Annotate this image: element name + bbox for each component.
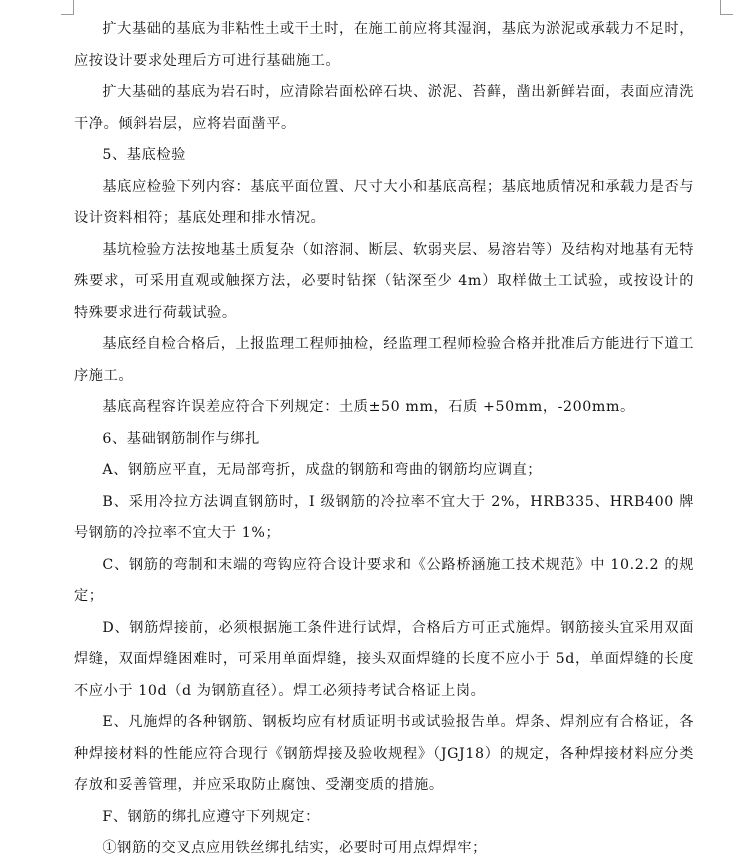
sub-item-1: ①钢筋的交叉点应用铁丝绑扎结实，必要时可用点焊焊牢； — [102, 840, 487, 856]
list-item-e: E、凡施焊的各种钢筋、钢板均应有材质证明书或试验报告单。焊条、焊剂应有合格证，各种焊接材料的性能应符合现行《钢筋焊接及验收规程》（JGJ18）的规定，各种焊接材料应分类存放和妥善管理，并应采取防止腐蚀、受潮变质的措施。 — [74, 714, 694, 793]
heading-base-inspection: 5、基底检验 — [102, 147, 186, 163]
document-body — [74, 14, 694, 865]
paragraph-inspection-method: 基坑检验方法按地基土质复杂（如溶洞、断层、软弱夹层、易溶岩等）及结构对地基有无特殊要求，可采用直观或触探方法，必要时钻探（钻深至少 4m）取样做土工试验，或按设计的特殊要求进行荷载试验。 — [74, 241, 694, 321]
list-item-c: C、钢筋的弯制和末端的弯钩应符合设计要求和《公路桥涵施工技术规范》中 10.2.2 的规定； — [74, 556, 694, 604]
list-item-d: D、钢筋焊接前，必须根据施工条件进行试焊，合格后方可正式施焊。钢筋接头宜采用双面焊缝，双面焊缝困难时，可采用单面焊缝，接头双面焊缝的长度不应小于 5d，单面焊缝的长度不应小于 10d（d 为钢筋直径）。焊工必须持考试合格证上岗。 — [74, 619, 694, 699]
page-corner-mark-top-left — [61, 0, 74, 15]
heading-rebar-fabrication: 6、基础钢筋制作与绑扎 — [102, 430, 260, 447]
paragraph-base-wetting: 扩大基础的基底为非粘性土或干土时，在施工前应将其湿润，基底为淤泥或承载力不足时，应按设计要求处理后方可进行基础施工。 — [74, 21, 694, 69]
paragraph-inspection-content: 基底应检验下列内容：基底平面位置、尺寸大小和基底高程；基底地质情况和承载力是否与设计资料相符；基底处理和排水情况。 — [74, 178, 694, 226]
paragraph-base-rock: 扩大基础的基底为岩石时，应清除岩面松碎石块、淤泥、苔藓，凿出新鲜岩面，表面应清洗干净。倾斜岩层，应将岩面凿平。 — [74, 84, 694, 132]
paragraph-elevation-tolerance: 基底高程容许误差应符合下列规定：土质±50 mm，石质 +50mm，-200mm。 — [102, 399, 635, 415]
list-item-a: A、钢筋应平直，无局部弯折，成盘的钢筋和弯曲的钢筋均应调直； — [102, 462, 543, 478]
list-item-b: B、采用冷拉方法调直钢筋时，I 级钢筋的冷拉率不宜大于 2%，HRB335、HRB400 牌号钢筋的冷拉率不宜大于 1%； — [74, 493, 694, 541]
paragraph-self-inspection: 基底经自检合格后，上报监理工程师抽检，经监理工程师检验合格并批准后方能进行下道工序施工。 — [74, 336, 694, 384]
page-corner-mark-top-right — [720, 0, 733, 15]
list-item-f: F、钢筋的绑扎应遵守下列规定： — [102, 808, 320, 825]
